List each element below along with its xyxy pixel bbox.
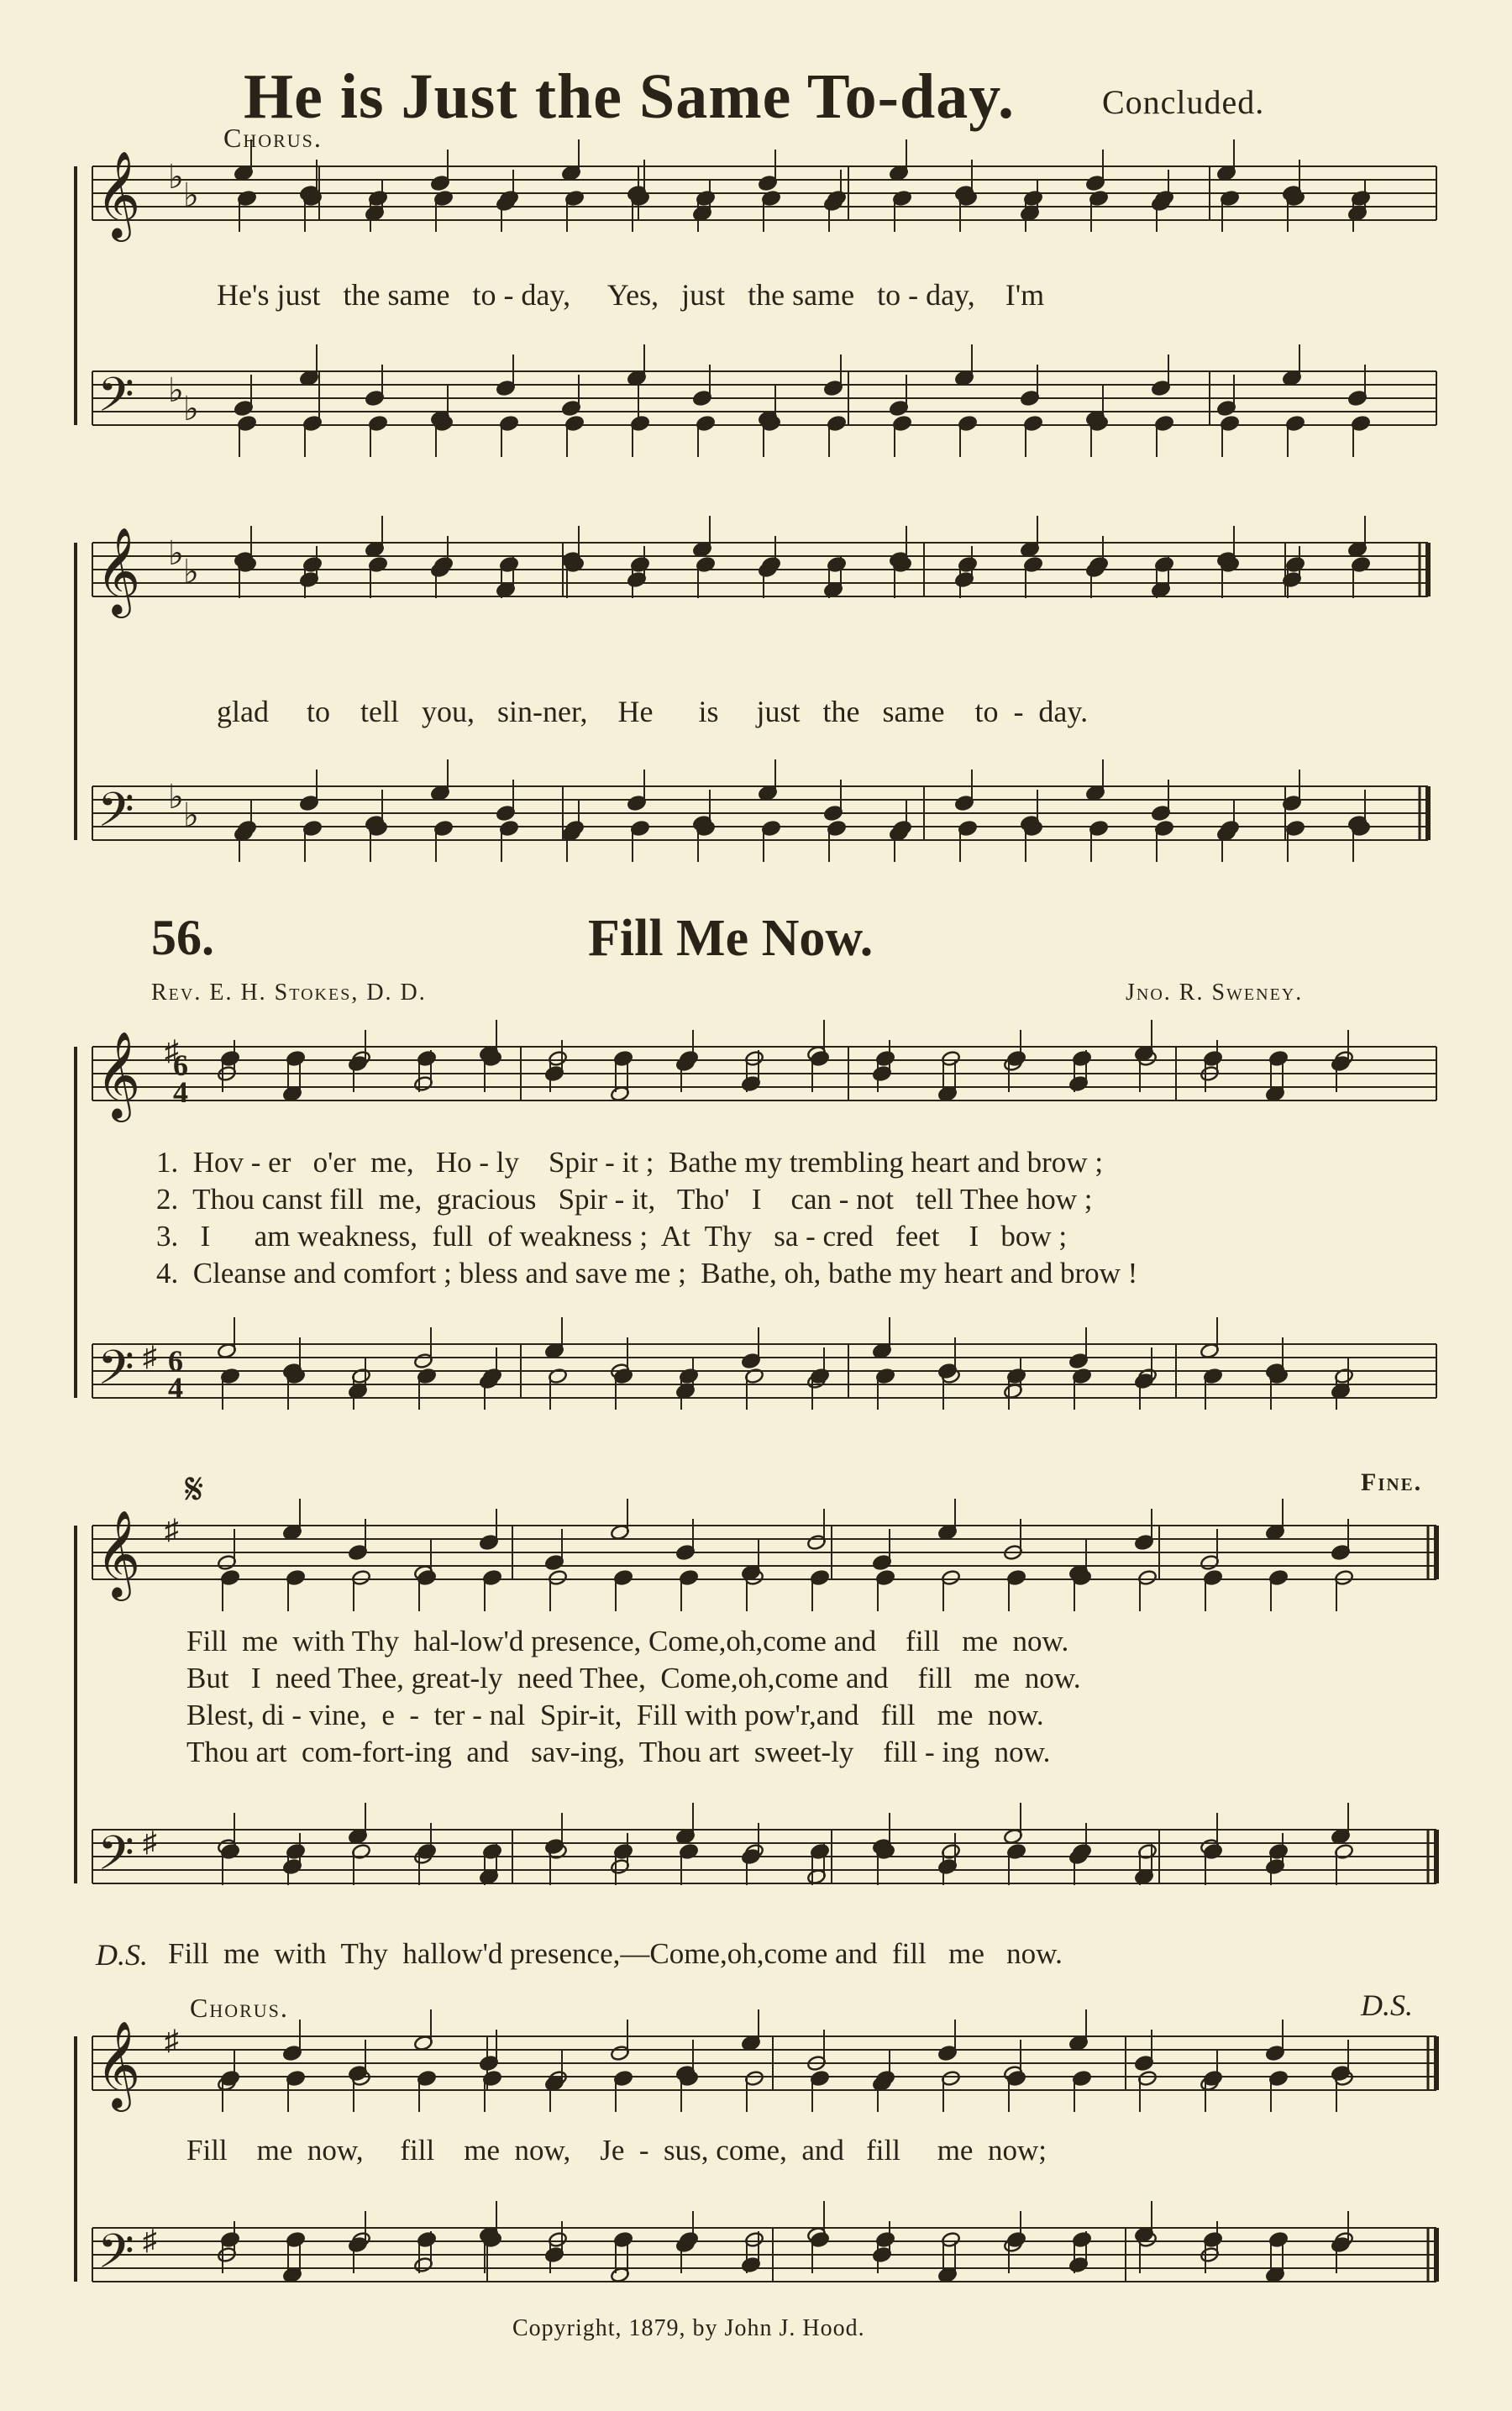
refrain-line: Blest, di - vine, e - ter - nal Spir-it, Fill with pow'r,and fill me now. — [186, 1699, 1044, 1731]
time-signature: 4 — [173, 1075, 188, 1109]
bass-clef-icon: 𝄢 — [97, 2225, 134, 2289]
chorus-label: Chorus. — [223, 123, 323, 153]
lyrics-line: He's just the same to - day, Yes, just the same to - day, I'm — [217, 278, 1045, 312]
refrain-line: Thou art com-fort-ing and sav-ing, Thou art sweet-ly fill - ing now. — [186, 1736, 1051, 1768]
flat-icon: ♭ — [183, 176, 199, 214]
sharp-icon: ♯ — [165, 2025, 179, 2056]
sharp-icon: ♯ — [143, 2225, 157, 2256]
chorus-label: Chorus. — [190, 1993, 289, 2023]
author: Rev. E. H. Stokes, D. D. — [151, 980, 427, 1006]
ds-label: D.S. — [1361, 1988, 1413, 2022]
sharp-icon: ♯ — [143, 1342, 157, 1373]
refrain-line: Fill me with Thy hal-low'd presence, Come,oh,come and fill me now. — [186, 1625, 1069, 1657]
segno-icon: 𝄋 — [185, 1466, 204, 1514]
flat-icon: ♭ — [183, 553, 199, 591]
bass-clef-icon: 𝄢 — [97, 784, 134, 848]
concluded-label: Concluded. — [1102, 83, 1265, 121]
bass-clef-icon: 𝄢 — [97, 1827, 134, 1891]
time-signature: 6 — [168, 1344, 183, 1378]
treble-clef-icon: 𝄞 — [96, 1513, 141, 1596]
flat-icon: ♭ — [168, 534, 184, 572]
ds-line: Fill me with Thy hallow'd presence,—Come,oh,come and fill me now. — [168, 1937, 1063, 1970]
refrain-line: But I need Thee, great-ly need Thee, Come,oh,come and fill me now. — [186, 1662, 1081, 1694]
composer: Jno. R. Sweney. — [1126, 980, 1304, 1006]
time-signature: 6 — [173, 1048, 188, 1082]
hymn-number: 56. — [151, 910, 214, 965]
verse-line: 1. Hov - er o'er me, Ho - ly Spir - it ; Bathe my trembling heart and brow ; — [156, 1146, 1104, 1179]
flat-icon: ♭ — [183, 390, 199, 428]
chorus-line: Fill me now, fill me now, Je - sus, come, and fill me now; — [186, 2134, 1047, 2167]
treble-clef-icon: 𝄞 — [96, 2024, 141, 2107]
bass-clef-icon: 𝄢 — [97, 1342, 134, 1405]
flat-icon: ♭ — [183, 796, 199, 834]
lyrics-line: glad to tell you, sin-ner, He is just the same to - day. — [217, 695, 1089, 728]
sharp-icon: ♯ — [165, 1515, 179, 1546]
sharp-icon: ♯ — [165, 1036, 179, 1067]
copyright: Copyright, 1879, by John J. Hood. — [512, 2315, 865, 2341]
treble-clef-icon: 𝄞 — [96, 154, 141, 237]
hymn-title: He is Just the Same To-day. — [244, 61, 1016, 132]
treble-clef-icon: 𝄞 — [96, 1034, 141, 1117]
treble-clef-icon: 𝄞 — [96, 530, 141, 613]
hymn-title: Fill Me Now. — [588, 910, 874, 967]
fine-label: Fine. — [1361, 1468, 1423, 1496]
verse-line: 2. Thou canst fill me, gracious Spir - it, Tho' I can - not tell Thee how ; — [156, 1183, 1093, 1216]
time-signature: 4 — [168, 1371, 183, 1405]
sharp-icon: ♯ — [143, 1827, 157, 1858]
flat-icon: ♭ — [168, 371, 184, 409]
bass-clef-icon: 𝄢 — [97, 369, 134, 433]
ds-label: D.S. — [96, 1938, 148, 1972]
flat-icon: ♭ — [168, 158, 184, 196]
verse-line: 4. Cleanse and comfort ; bless and save me ; Bathe, oh, bathe my heart and brow ! — [156, 1257, 1138, 1290]
flat-icon: ♭ — [168, 778, 184, 816]
verse-line: 3. I am weakness, full of weakness ; At Thy sa - cred feet I bow ; — [156, 1220, 1068, 1253]
